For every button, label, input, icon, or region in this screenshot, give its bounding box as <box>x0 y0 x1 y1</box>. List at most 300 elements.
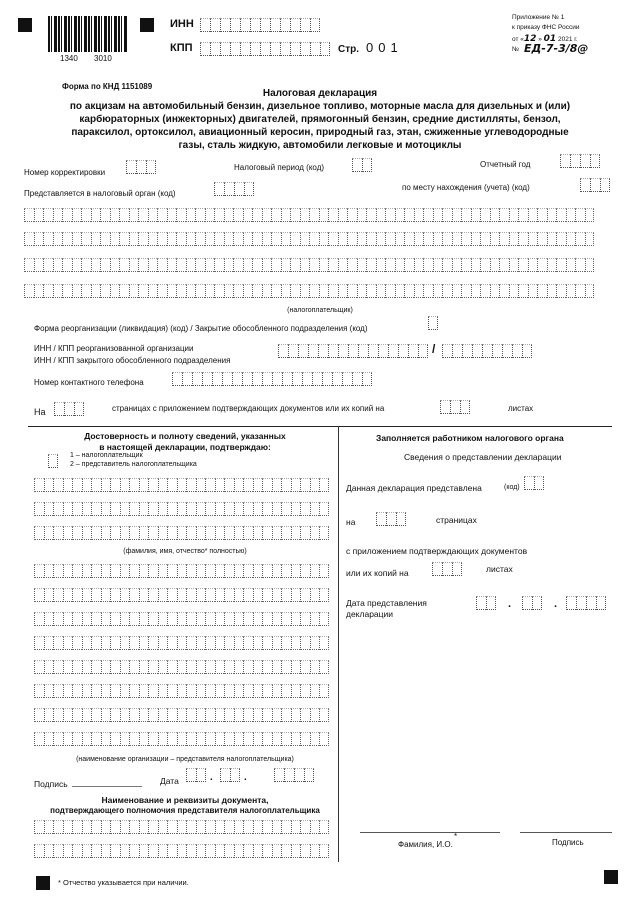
cell[interactable] <box>148 612 158 626</box>
cell[interactable] <box>300 258 310 272</box>
cell[interactable] <box>53 684 63 698</box>
cell[interactable] <box>291 564 301 578</box>
cell[interactable] <box>357 232 367 246</box>
cell[interactable] <box>471 284 481 298</box>
cell[interactable] <box>110 820 120 834</box>
cell[interactable] <box>62 232 72 246</box>
cell[interactable] <box>471 258 481 272</box>
cell[interactable] <box>34 526 44 540</box>
cell[interactable] <box>129 636 139 650</box>
cell[interactable] <box>119 208 129 222</box>
cell[interactable] <box>129 844 139 858</box>
cell[interactable] <box>547 232 557 246</box>
cell[interactable] <box>91 258 101 272</box>
cell[interactable] <box>167 844 177 858</box>
cell[interactable] <box>196 612 206 626</box>
cell[interactable] <box>243 844 253 858</box>
cell[interactable] <box>332 372 342 386</box>
cell[interactable] <box>110 844 120 858</box>
cell[interactable] <box>34 208 44 222</box>
cell[interactable] <box>290 208 300 222</box>
cell[interactable] <box>291 660 301 674</box>
cell[interactable] <box>585 258 595 272</box>
cell[interactable] <box>366 284 376 298</box>
cell[interactable] <box>72 636 82 650</box>
cell[interactable] <box>319 844 329 858</box>
cell[interactable] <box>205 660 215 674</box>
cell[interactable] <box>101 612 111 626</box>
cell[interactable] <box>129 564 139 578</box>
cell[interactable] <box>214 258 224 272</box>
cell[interactable] <box>139 844 149 858</box>
cell[interactable] <box>177 684 187 698</box>
cell[interactable] <box>224 612 234 626</box>
cell[interactable] <box>120 588 130 602</box>
cell[interactable] <box>414 258 424 272</box>
cell[interactable] <box>499 258 509 272</box>
cell[interactable] <box>177 526 187 540</box>
cell[interactable] <box>272 820 282 834</box>
cell[interactable] <box>72 588 82 602</box>
cell[interactable] <box>53 588 63 602</box>
cell[interactable] <box>556 232 566 246</box>
kpp-field[interactable] <box>200 42 330 56</box>
cell[interactable] <box>119 258 129 272</box>
pages-count-field[interactable] <box>54 402 84 416</box>
cell[interactable] <box>234 502 244 516</box>
cell[interactable] <box>214 208 224 222</box>
right-pages-field[interactable] <box>376 512 406 526</box>
cell[interactable] <box>272 844 282 858</box>
cell[interactable] <box>205 684 215 698</box>
cell[interactable] <box>63 564 73 578</box>
cell[interactable] <box>357 284 367 298</box>
cell[interactable] <box>423 284 433 298</box>
cell[interactable] <box>34 684 44 698</box>
cell[interactable] <box>177 820 187 834</box>
cell[interactable] <box>205 478 215 492</box>
doc-row-2[interactable] <box>34 844 329 858</box>
cell[interactable] <box>110 258 120 272</box>
cell[interactable] <box>281 844 291 858</box>
cell[interactable] <box>62 284 72 298</box>
left-date-year[interactable] <box>274 768 314 782</box>
cell[interactable] <box>148 732 158 746</box>
cell[interactable] <box>138 284 148 298</box>
cell[interactable] <box>262 660 272 674</box>
signer-fio-row-3[interactable] <box>34 526 329 540</box>
cell[interactable] <box>176 258 186 272</box>
cell[interactable] <box>129 502 139 516</box>
cell[interactable] <box>291 502 301 516</box>
cell[interactable] <box>44 502 54 516</box>
cell[interactable] <box>101 844 111 858</box>
cell[interactable] <box>176 232 186 246</box>
cell[interactable] <box>82 684 92 698</box>
cell[interactable] <box>362 372 372 386</box>
cell[interactable] <box>120 526 130 540</box>
cell[interactable] <box>414 284 424 298</box>
cell[interactable] <box>139 588 149 602</box>
cell[interactable] <box>232 372 242 386</box>
cell[interactable] <box>272 372 282 386</box>
cell[interactable] <box>158 526 168 540</box>
cell[interactable] <box>272 526 282 540</box>
cell[interactable] <box>319 502 329 516</box>
cell[interactable] <box>177 612 187 626</box>
cell[interactable] <box>138 258 148 272</box>
cell[interactable] <box>167 636 177 650</box>
cell[interactable] <box>518 258 528 272</box>
cell[interactable] <box>234 526 244 540</box>
cell[interactable] <box>91 684 101 698</box>
cell[interactable] <box>44 526 54 540</box>
cell[interactable] <box>158 660 168 674</box>
cell[interactable] <box>253 636 263 650</box>
correction-number-field[interactable] <box>126 160 156 174</box>
cell[interactable] <box>72 526 82 540</box>
left-date-month[interactable] <box>220 768 240 782</box>
cell[interactable] <box>452 208 462 222</box>
cell[interactable] <box>81 258 91 272</box>
cell[interactable] <box>177 844 187 858</box>
cell[interactable] <box>312 372 322 386</box>
cell[interactable] <box>310 684 320 698</box>
cell[interactable] <box>272 732 282 746</box>
cell[interactable] <box>158 732 168 746</box>
cell[interactable] <box>138 232 148 246</box>
cell[interactable] <box>34 636 44 650</box>
cell[interactable] <box>167 708 177 722</box>
cell[interactable] <box>214 232 224 246</box>
cell[interactable] <box>338 258 348 272</box>
cell[interactable] <box>167 478 177 492</box>
cell[interactable] <box>414 208 424 222</box>
cell[interactable] <box>53 526 63 540</box>
cell[interactable] <box>290 258 300 272</box>
cell[interactable] <box>195 208 205 222</box>
cell[interactable] <box>91 588 101 602</box>
cell[interactable] <box>461 208 471 222</box>
cell[interactable] <box>253 588 263 602</box>
cell[interactable] <box>480 232 490 246</box>
cell[interactable] <box>120 564 130 578</box>
cell[interactable] <box>44 684 54 698</box>
cell[interactable] <box>243 232 253 246</box>
reorg-inn-field[interactable] <box>278 344 428 358</box>
cell[interactable] <box>167 660 177 674</box>
cell[interactable] <box>196 732 206 746</box>
cell[interactable] <box>224 258 234 272</box>
cell[interactable] <box>101 708 111 722</box>
cell[interactable] <box>281 284 291 298</box>
cell[interactable] <box>537 208 547 222</box>
cell[interactable] <box>262 636 272 650</box>
cell[interactable] <box>243 478 253 492</box>
cell[interactable] <box>82 526 92 540</box>
cell[interactable] <box>148 502 158 516</box>
cell[interactable] <box>167 284 177 298</box>
cell[interactable] <box>72 612 82 626</box>
cell[interactable] <box>528 284 538 298</box>
cell[interactable] <box>310 660 320 674</box>
cell[interactable] <box>575 258 585 272</box>
cell[interactable] <box>82 588 92 602</box>
cell[interactable] <box>24 208 34 222</box>
cell[interactable] <box>53 660 63 674</box>
cell[interactable] <box>63 732 73 746</box>
cell[interactable] <box>452 284 462 298</box>
cell[interactable] <box>139 732 149 746</box>
cell[interactable] <box>309 284 319 298</box>
cell[interactable] <box>302 372 312 386</box>
cell[interactable] <box>120 636 130 650</box>
cell[interactable] <box>91 232 101 246</box>
cell[interactable] <box>310 526 320 540</box>
cell[interactable] <box>176 284 186 298</box>
cell[interactable] <box>148 478 158 492</box>
submitted-code-field[interactable] <box>524 476 544 490</box>
cell[interactable] <box>34 708 44 722</box>
cell[interactable] <box>53 284 63 298</box>
cell[interactable] <box>167 526 177 540</box>
cell[interactable] <box>186 208 196 222</box>
cell[interactable] <box>310 844 320 858</box>
cell[interactable] <box>53 478 63 492</box>
tax-period-field[interactable] <box>352 158 372 172</box>
cell[interactable] <box>44 820 54 834</box>
cell[interactable] <box>148 820 158 834</box>
cell[interactable] <box>499 284 509 298</box>
cell[interactable] <box>224 564 234 578</box>
cell[interactable] <box>158 684 168 698</box>
cell[interactable] <box>24 258 34 272</box>
cell[interactable] <box>528 258 538 272</box>
cell[interactable] <box>252 258 262 272</box>
cell[interactable] <box>158 708 168 722</box>
cell[interactable] <box>509 284 519 298</box>
cell[interactable] <box>91 612 101 626</box>
cell[interactable] <box>72 660 82 674</box>
cell[interactable] <box>272 588 282 602</box>
cell[interactable] <box>110 526 120 540</box>
cell[interactable] <box>120 660 130 674</box>
cell[interactable] <box>347 208 357 222</box>
cell[interactable] <box>44 612 54 626</box>
signer-type-field[interactable] <box>48 454 58 468</box>
cell[interactable] <box>224 660 234 674</box>
cell[interactable] <box>34 478 44 492</box>
cell[interactable] <box>148 258 158 272</box>
cell[interactable] <box>262 258 272 272</box>
cell[interactable] <box>148 660 158 674</box>
cell[interactable] <box>234 732 244 746</box>
cell[interactable] <box>148 636 158 650</box>
cell[interactable] <box>101 660 111 674</box>
cell[interactable] <box>63 844 73 858</box>
cell[interactable] <box>195 284 205 298</box>
cell[interactable] <box>129 612 139 626</box>
cell[interactable] <box>224 820 234 834</box>
cell[interactable] <box>44 708 54 722</box>
cell[interactable] <box>281 612 291 626</box>
cell[interactable] <box>215 660 225 674</box>
cell[interactable] <box>34 502 44 516</box>
cell[interactable] <box>319 208 329 222</box>
cell[interactable] <box>224 708 234 722</box>
cell[interactable] <box>53 208 63 222</box>
cell[interactable] <box>310 732 320 746</box>
cell[interactable] <box>53 502 63 516</box>
cell[interactable] <box>158 820 168 834</box>
cell[interactable] <box>129 526 139 540</box>
cell[interactable] <box>566 208 576 222</box>
cell[interactable] <box>82 612 92 626</box>
cell[interactable] <box>91 708 101 722</box>
cell[interactable] <box>43 258 53 272</box>
cell[interactable] <box>300 708 310 722</box>
cell[interactable] <box>461 284 471 298</box>
cell[interactable] <box>196 684 206 698</box>
cell[interactable] <box>243 732 253 746</box>
cell[interactable] <box>196 588 206 602</box>
cell[interactable] <box>243 684 253 698</box>
reorg-kpp-field[interactable] <box>442 344 532 358</box>
cell[interactable] <box>585 232 595 246</box>
cell[interactable] <box>215 478 225 492</box>
cell[interactable] <box>172 372 182 386</box>
cell[interactable] <box>300 478 310 492</box>
cell[interactable] <box>243 708 253 722</box>
cell[interactable] <box>442 208 452 222</box>
cell[interactable] <box>91 820 101 834</box>
cell[interactable] <box>272 564 282 578</box>
cell[interactable] <box>110 478 120 492</box>
cell[interactable] <box>319 588 329 602</box>
cell[interactable] <box>72 820 82 834</box>
cell[interactable] <box>291 478 301 492</box>
cell[interactable] <box>62 208 72 222</box>
cell[interactable] <box>234 684 244 698</box>
cell[interactable] <box>281 232 291 246</box>
cell[interactable] <box>234 564 244 578</box>
cell[interactable] <box>385 208 395 222</box>
cell[interactable] <box>404 284 414 298</box>
cell[interactable] <box>547 258 557 272</box>
cell[interactable] <box>129 588 139 602</box>
cell[interactable] <box>566 284 576 298</box>
cell[interactable] <box>215 588 225 602</box>
cell[interactable] <box>300 844 310 858</box>
cell[interactable] <box>433 232 443 246</box>
left-date-day[interactable] <box>186 768 206 782</box>
cell[interactable] <box>34 660 44 674</box>
cell[interactable] <box>53 820 63 834</box>
cell[interactable] <box>120 502 130 516</box>
cell[interactable] <box>186 564 196 578</box>
cell[interactable] <box>471 208 481 222</box>
cell[interactable] <box>91 844 101 858</box>
cell[interactable] <box>186 684 196 698</box>
cell[interactable] <box>205 636 215 650</box>
cell[interactable] <box>319 684 329 698</box>
cell[interactable] <box>423 208 433 222</box>
cell[interactable] <box>566 232 576 246</box>
cell[interactable] <box>300 820 310 834</box>
rep-org-row-7[interactable] <box>34 708 329 722</box>
cell[interactable] <box>575 232 585 246</box>
cell[interactable] <box>110 708 120 722</box>
cell[interactable] <box>224 232 234 246</box>
cell[interactable] <box>158 478 168 492</box>
cell[interactable] <box>129 684 139 698</box>
cell[interactable] <box>518 284 528 298</box>
cell[interactable] <box>243 588 253 602</box>
rep-org-row-3[interactable] <box>34 612 329 626</box>
cell[interactable] <box>319 258 329 272</box>
submission-date-year[interactable] <box>566 596 606 610</box>
cell[interactable] <box>148 284 158 298</box>
cell[interactable] <box>528 208 538 222</box>
cell[interactable] <box>110 732 120 746</box>
cell[interactable] <box>196 660 206 674</box>
cell[interactable] <box>292 372 302 386</box>
cell[interactable] <box>205 820 215 834</box>
submission-date-day[interactable] <box>476 596 496 610</box>
cell[interactable] <box>262 684 272 698</box>
cell[interactable] <box>205 208 215 222</box>
cell[interactable] <box>63 660 73 674</box>
cell[interactable] <box>272 684 282 698</box>
cell[interactable] <box>120 612 130 626</box>
cell[interactable] <box>547 284 557 298</box>
cell[interactable] <box>319 636 329 650</box>
cell[interactable] <box>262 502 272 516</box>
cell[interactable] <box>202 372 212 386</box>
cell[interactable] <box>100 284 110 298</box>
cell[interactable] <box>234 636 244 650</box>
signer-fio-row-2[interactable] <box>34 502 329 516</box>
cell[interactable] <box>148 232 158 246</box>
cell[interactable] <box>110 588 120 602</box>
cell[interactable] <box>328 232 338 246</box>
cell[interactable] <box>139 660 149 674</box>
cell[interactable] <box>186 232 196 246</box>
cell[interactable] <box>82 660 92 674</box>
cell[interactable] <box>44 844 54 858</box>
cell[interactable] <box>310 820 320 834</box>
cell[interactable] <box>186 526 196 540</box>
cell[interactable] <box>101 564 111 578</box>
cell[interactable] <box>43 232 53 246</box>
cell[interactable] <box>480 258 490 272</box>
cell[interactable] <box>252 232 262 246</box>
cell[interactable] <box>291 588 301 602</box>
cell[interactable] <box>253 820 263 834</box>
cell[interactable] <box>528 232 538 246</box>
cell[interactable] <box>110 208 120 222</box>
cell[interactable] <box>139 684 149 698</box>
cell[interactable] <box>148 844 158 858</box>
cell[interactable] <box>205 284 215 298</box>
cell[interactable] <box>177 502 187 516</box>
cell[interactable] <box>196 478 206 492</box>
cell[interactable] <box>291 526 301 540</box>
cell[interactable] <box>262 820 272 834</box>
cell[interactable] <box>101 732 111 746</box>
cell[interactable] <box>395 208 405 222</box>
cell[interactable] <box>290 232 300 246</box>
